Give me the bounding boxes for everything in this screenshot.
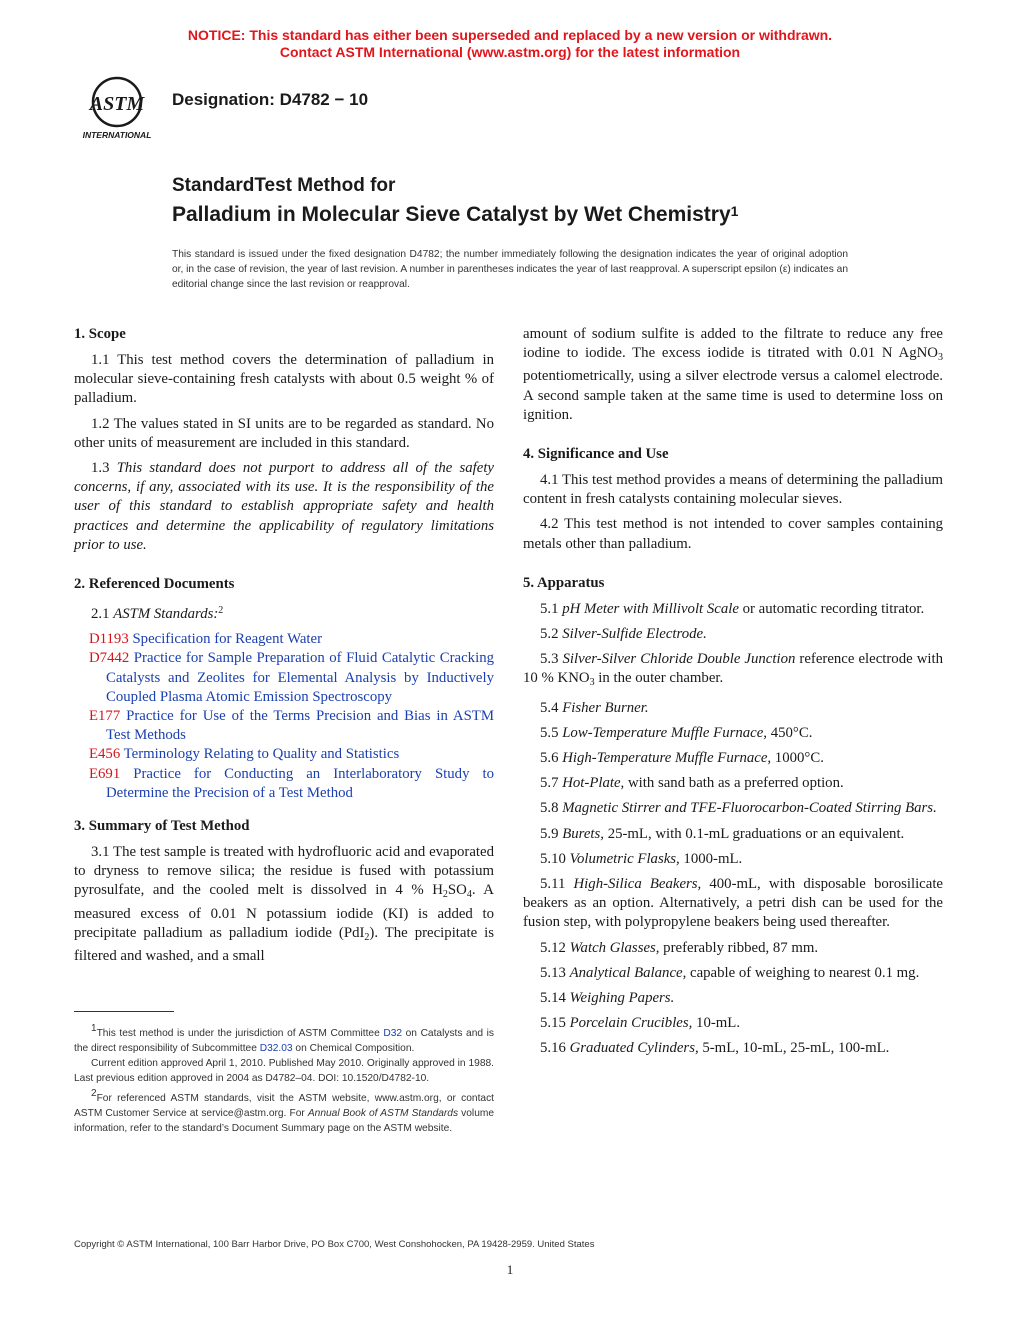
apparatus-item-detail: or automatic recording titrator.	[738, 600, 925, 617]
scope-1-2: 1.2 The values stated in SI units are to be regarded as standard. No other units of measurement are included in this standard.	[74, 415, 494, 451]
apparatus-item-detail: 450°C.	[767, 724, 813, 741]
title-text: Palladium in Molecular Sieve Catalyst by Wet Chemistry	[172, 203, 731, 226]
footnote-divider	[74, 1011, 174, 1012]
apparatus-item-name: Silver-Silver Chloride Double Junction	[562, 651, 796, 668]
logo-subtext: INTERNATIONAL	[82, 130, 152, 140]
summary-text-a: 3.1 The test sample is treated with hydrofluoric acid and evaporated to dryness to remove silica; the residue is fused with potassium pyrosulfate, and the cooled melt is dissolved in 4 % H	[74, 844, 494, 899]
title-footnote-mark: 1	[730, 203, 739, 219]
apparatus-item-name: Weighing Papers.	[569, 990, 675, 1007]
apparatus-item-num: 5.16	[540, 1040, 570, 1057]
apparatus-item	[523, 989, 943, 1008]
apparatus-item-num: 5.3	[540, 651, 563, 668]
refs-2-1-sup: 2	[218, 605, 224, 617]
ref-code[interactable]: D7442	[89, 650, 130, 667]
apparatus-item-num: 5.11	[540, 876, 574, 893]
apparatus-item-num: 5.4	[540, 699, 563, 716]
apparatus-item	[523, 625, 943, 644]
apparatus-item-num: 5.1	[540, 600, 563, 617]
apparatus-item-name: Fisher Burner.	[562, 699, 649, 716]
scope-1-3	[74, 459, 494, 555]
apparatus-item-name: Hot-Plate,	[562, 775, 625, 792]
apparatus-item	[523, 749, 943, 768]
ref-item[interactable]	[74, 765, 494, 803]
designation: Designation: D4782 − 10	[172, 90, 369, 109]
apparatus-item	[523, 875, 943, 933]
footnote-1-text-b: on Catalysts and is the direct responsibility of Subcommittee	[74, 1028, 495, 1054]
apparatus-item-num: 5.2	[540, 626, 563, 643]
scope-1-1: 1.1 This test method covers the determination of palladium in molecular sieve-containing fresh catalysts with about 0.5 weight % of palladium.	[74, 352, 494, 407]
apparatus-item-name: Silver-Sulfide Electrode.	[562, 626, 707, 643]
subcommittee-link[interactable]: D32.03	[259, 1043, 293, 1054]
summary-text-a4: ). The precipitate is filtered and washed, and a small	[74, 924, 494, 965]
right-column	[523, 325, 943, 1065]
summary-continued	[523, 325, 943, 425]
apparatus-item-detail: capable of weighing to nearest 0.1 mg.	[686, 964, 920, 981]
ref-item[interactable]	[74, 707, 494, 745]
footnote-2-text-a: For referenced ASTM standards, visit the ASTM website, www.astm.org, or contact ASTM Customer Service at service@astm.org. For	[74, 1093, 494, 1119]
summary-3-1	[74, 843, 494, 966]
page-number: 1	[506, 1262, 514, 1277]
apparatus-item-num: 5.9	[540, 825, 563, 842]
footnote-1	[74, 1021, 494, 1056]
title-line-2	[172, 197, 738, 229]
apparatus-item	[523, 1014, 943, 1033]
ref-item[interactable]	[74, 649, 494, 707]
scope-1-3-num: 1.3	[91, 460, 117, 477]
footnote-2-italic: Annual Book of ASTM Standards	[307, 1108, 459, 1119]
apparatus-item	[523, 650, 943, 692]
section-heading-referenced-documents: 2. Referenced Documents	[74, 576, 235, 593]
apparatus-item	[523, 964, 943, 983]
apparatus-item-num: 5.10	[540, 850, 570, 867]
refs-2-1-text: ASTM Standards:	[113, 606, 219, 623]
section-heading-scope: 1. Scope	[74, 326, 126, 342]
summary-text-a3: . A measured excess of 0.01 N potassium iodide (KI) is added to precipitate palladium as palladium iodide (PdI	[74, 882, 494, 941]
apparatus-item-name: High-Temperature Muffle Furnace,	[562, 750, 772, 767]
summary-cont-part: potentiometrically, using a silver electrode versus a calomel electrode. A second sample taken at the same time is used to determine loss on ignition.	[523, 368, 943, 423]
copyright: Copyright © ASTM International, 100 Barr Harbor Drive, PO Box C700, West Conshohocken, PA 19428-2959. United States	[74, 1239, 595, 1250]
footnote-1-text-a: This test method is under the jurisdiction of ASTM Committee	[96, 1028, 384, 1039]
significance-4-1: 4.1 This test method provides a means of determining the palladium content in fresh catalysts containing molecular sieves.	[523, 472, 943, 508]
apparatus-item-detail: 25-mL, with 0.1-mL graduations or an equivalent.	[604, 825, 905, 842]
summary-sub-2: 4	[466, 889, 472, 901]
apparatus-item-detail: 10-mL.	[692, 1015, 741, 1032]
apparatus-item-num: 5.13	[540, 964, 570, 981]
ref-title[interactable]: Terminology Relating to Quality and Statistics	[123, 746, 400, 763]
refs-2-1	[74, 601, 494, 624]
apparatus-item-detail: 400-mL, with disposable borosilicate beakers as an option. Alternatively, a petri dish can be used for the fusion step, with polypropylene beakers being used thereafter.	[523, 876, 943, 931]
apparatus-list	[523, 600, 943, 1059]
apparatus-item	[523, 774, 943, 793]
left-column	[74, 325, 494, 972]
section-heading-apparatus: 5. Apparatus	[523, 574, 605, 591]
apparatus-item-num: 5.14	[540, 990, 570, 1007]
ref-code[interactable]: E177	[89, 708, 121, 725]
ref-code[interactable]: E691	[89, 765, 121, 782]
logo-word: ASTM	[89, 93, 145, 115]
footnotes	[74, 1021, 494, 1136]
footnote-2-text-b: volume information, refer to the standard’s Document Summary page on the ASTM website.	[74, 1108, 495, 1134]
apparatus-item	[523, 825, 943, 844]
apparatus-item-name: Low-Temperature Muffle Furnace,	[562, 724, 768, 741]
committee-link[interactable]: D32	[383, 1028, 403, 1039]
apparatus-item-name: Graduated Cylinders,	[569, 1040, 699, 1057]
apparatus-item-detail-2: in the outer chamber.	[594, 670, 724, 687]
page-title	[172, 175, 738, 229]
significance-4-2: 4.2 This test method is not intended to cover samples containing metals other than palladium.	[523, 516, 943, 552]
notice-line-1: NOTICE: This standard has either been superseded and replaced by a new version or withdrawn.	[187, 27, 833, 43]
apparatus-item-name: Watch Glasses,	[569, 939, 660, 956]
apparatus-item-detail: preferably ribbed, 87 mm.	[659, 939, 819, 956]
summary-cont-part: 3	[938, 352, 943, 364]
ref-code[interactable]: D1193	[89, 631, 129, 648]
ref-item[interactable]	[74, 745, 494, 764]
footnote-1-mark: 1	[91, 1023, 97, 1034]
summary-sub-3: 2	[364, 931, 370, 943]
ref-title[interactable]: Practice for Conducting an Interlaboratory Study to Determine the Precision of a Test Method	[106, 765, 494, 801]
title-line-1: StandardTest Method for	[172, 175, 396, 196]
apparatus-item-name: Magnetic Stirrer and TFE-Fluorocarbon-Coated Stirring Bars.	[562, 800, 937, 817]
summary-cont-part: amount of sodium sulfite is added to the filtrate to reduce any free iodine to iodide. The excess iodide is titrated with 0.01 N AgNO	[523, 326, 943, 362]
apparatus-item-name: High-Silica Beakers,	[573, 876, 702, 893]
scope-1-3-text: This standard does not purport to address all of the safety concerns, if any, associated with its use. It is the responsibility of the user of this standard to establish appropriate safety and health practices and determine the applicability of regulatory limitations prior to use.	[74, 460, 494, 553]
footnote-2-mark: 2	[91, 1088, 97, 1099]
apparatus-item-num: 5.6	[540, 750, 563, 767]
apparatus-item	[523, 1039, 943, 1058]
apparatus-item-detail: with sand bath as a preferred option.	[624, 775, 844, 792]
apparatus-item	[523, 939, 943, 958]
apparatus-item-detail: reference electrode with 10 % KNO	[523, 651, 944, 687]
footnote-1-edition: Current edition approved April 1, 2010. Published May 2010. Originally approved in 1988. Last previous edition approved in 2004 as D4782–04. DOI: 10.1520/D4782-10.	[74, 1058, 494, 1084]
apparatus-item-detail: 1000-mL.	[679, 850, 743, 867]
ref-title[interactable]: Practice for Use of the Terms Precision and Bias in ASTM Test Methods	[106, 708, 494, 744]
apparatus-item-num: 5.8	[540, 800, 563, 817]
astm-logo	[74, 74, 160, 142]
notice-line-2: Contact ASTM International (www.astm.org) for the latest information	[279, 44, 741, 60]
section-heading-summary: 3. Summary of Test Method	[74, 818, 250, 835]
apparatus-item	[523, 724, 943, 743]
ref-title[interactable]: Specification for Reagent Water	[132, 631, 323, 648]
apparatus-item-detail: 5-mL, 10-mL, 25-mL, 100-mL.	[698, 1040, 890, 1057]
apparatus-item	[523, 799, 943, 818]
summary-sub-1: 2	[442, 889, 448, 901]
ref-item[interactable]	[74, 630, 494, 649]
apparatus-item	[523, 850, 943, 869]
apparatus-item-name: Volumetric Flasks,	[569, 850, 680, 867]
apparatus-item-detail: 1000°C.	[771, 750, 824, 767]
apparatus-item-num: 5.15	[540, 1015, 570, 1032]
notice-banner	[0, 27, 1020, 61]
apparatus-item-num: 5.7	[540, 775, 563, 792]
apparatus-item-num: 5.12	[540, 939, 570, 956]
apparatus-item-name: Analytical Balance,	[569, 964, 687, 981]
apparatus-item-sub: 3	[589, 677, 595, 689]
summary-text-a2: SO	[447, 882, 467, 899]
apparatus-item	[523, 699, 943, 718]
refs-2-1-num: 2.1	[91, 606, 114, 623]
apparatus-item-name: Burets,	[562, 825, 604, 842]
intro-paragraph: This standard is issued under the fixed designation D4782; the number immediately following the designation indicates the year of original adoption or, in the case of revision, the year of last revision. A number in parentheses indicates the year of last reapproval. A superscript epsilon (ε) indicates an editorial change since the last revision or reapproval.	[172, 249, 848, 290]
apparatus-item-num: 5.5	[540, 724, 563, 741]
section-heading-significance: 4. Significance and Use	[523, 446, 669, 463]
apparatus-item-name: pH Meter with Millivolt Scale	[562, 600, 739, 617]
ref-title[interactable]: Practice for Sample Preparation of Fluid Catalytic Cracking Catalysts and Zeolites for Elemental Analysis by Inductively Coupled Plasma Atomic Emission Spectroscopy	[106, 650, 494, 705]
footnote-2	[74, 1086, 494, 1136]
apparatus-item	[523, 600, 943, 619]
ref-code[interactable]: E456	[89, 746, 121, 763]
footnote-1-text-c: on Chemical Composition.	[292, 1043, 415, 1054]
apparatus-item-name: Porcelain Crucibles,	[569, 1015, 693, 1032]
